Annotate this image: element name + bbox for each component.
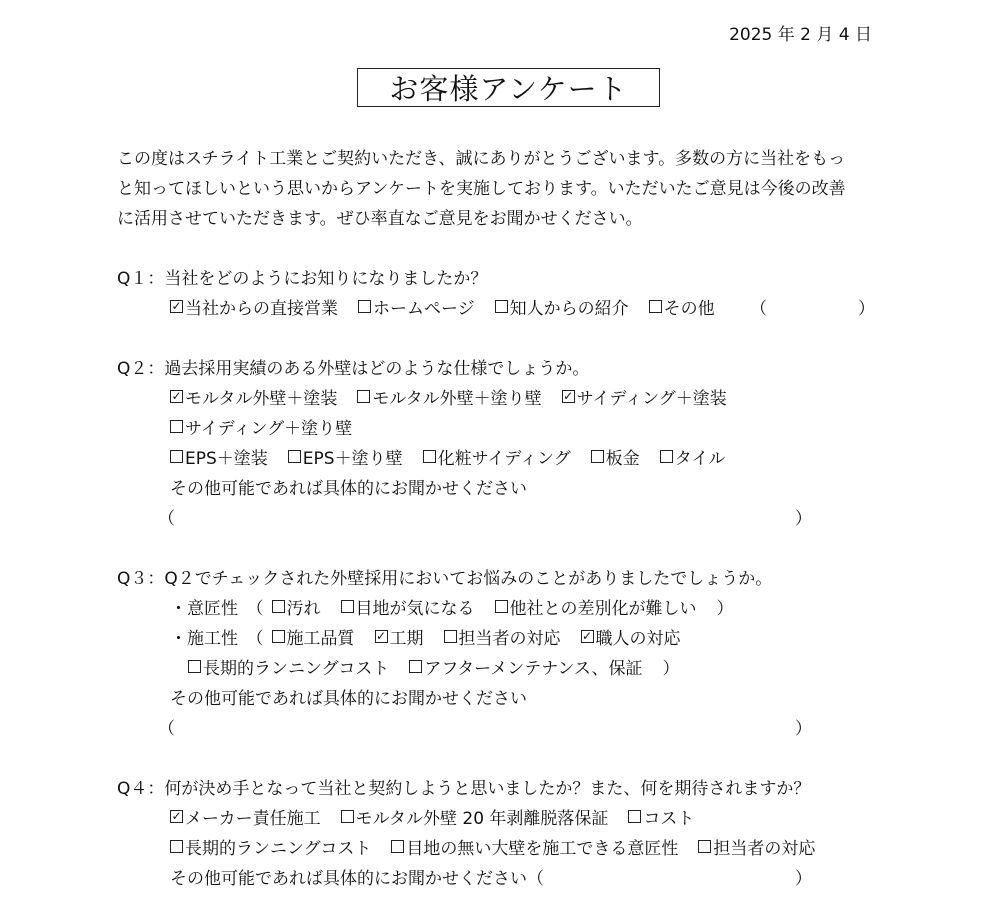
checkbox-icon[interactable] xyxy=(391,840,404,853)
q3-design-option[interactable]: 目地が気になる xyxy=(341,594,475,619)
q2-option[interactable]: ✓ サイディング＋塗装 xyxy=(562,384,727,409)
checkbox-icon[interactable] xyxy=(170,450,183,463)
q3-design-option[interactable]: 他社との差別化が難しい xyxy=(495,594,697,619)
q2-option[interactable]: 化粧サイディング xyxy=(423,444,571,469)
q1-option[interactable]: 知人からの紹介 xyxy=(495,294,629,319)
q2-option[interactable]: 板金 xyxy=(591,444,640,469)
survey-title-text: お客様アンケート xyxy=(389,72,628,106)
q2-options-row1 xyxy=(170,384,747,409)
checkbox-icon[interactable] xyxy=(357,390,370,403)
checkbox-checked-icon[interactable] xyxy=(581,630,594,643)
q3-construction-option[interactable]: 長期的ランニングコスト xyxy=(188,654,389,679)
checkbox-icon[interactable] xyxy=(272,630,285,643)
checkbox-checked-icon[interactable] xyxy=(562,390,575,403)
checkbox-icon[interactable] xyxy=(341,600,354,613)
checkbox-icon[interactable] xyxy=(495,300,508,313)
q3-construction-close-paren: ） xyxy=(662,659,680,679)
q1-option[interactable]: ✓ 当社からの直接営業 xyxy=(170,294,338,319)
q3-other-open-paren[interactable]: （ xyxy=(158,719,175,739)
q1-other-open-paren[interactable]: （ xyxy=(750,299,767,319)
checkbox-icon[interactable] xyxy=(409,660,422,673)
q4-options-row1 xyxy=(170,804,714,829)
q3-construction-option[interactable]: 施工品質 xyxy=(272,624,355,649)
intro-line-3: に活用させていただきます。ぜひ率直なご意見をお聞かせください。 xyxy=(117,209,643,229)
q2-option[interactable]: ✓ モルタル外壁＋塗装 xyxy=(170,384,337,409)
q4-option[interactable]: ✓ メーカー責任施工 xyxy=(170,804,321,829)
q4-other-label[interactable]: その他可能であれば具体的にお聞かせください（ xyxy=(170,869,544,889)
q1-option[interactable]: その他 xyxy=(649,294,715,319)
checkbox-icon[interactable] xyxy=(272,600,285,613)
q3-construction-label: ・施工性 （ xyxy=(170,629,264,649)
q2-option[interactable]: サイディング＋塗り壁 xyxy=(170,414,352,439)
q4-option[interactable]: 目地の無い大壁を施工できる意匠性 xyxy=(391,834,678,859)
checkbox-icon[interactable] xyxy=(698,840,711,853)
intro-line-1: この度はスチライト工業とご契約いただき、誠にありがとうございます。多数の方に当社をもっ xyxy=(117,149,846,169)
checkbox-icon[interactable] xyxy=(628,810,641,823)
checkbox-icon[interactable] xyxy=(288,450,301,463)
checkbox-icon[interactable] xyxy=(660,450,673,463)
checkbox-icon[interactable] xyxy=(358,300,371,313)
checkbox-checked-icon[interactable] xyxy=(170,390,183,403)
q4-options-row2 xyxy=(170,834,835,859)
checkbox-checked-icon[interactable] xyxy=(170,810,183,823)
q1-options xyxy=(170,294,735,319)
q4-question: Q４：何が決め手となって当社と契約しようと思いましたか？また、何を期待されますか？ xyxy=(117,779,811,799)
q3-construction-option[interactable]: アフターメンテナンス、保証 xyxy=(409,654,642,679)
checkbox-icon[interactable] xyxy=(170,420,183,433)
q3-design-option[interactable]: 汚れ xyxy=(272,594,321,619)
q4-option[interactable]: コスト xyxy=(628,804,694,829)
q4-option[interactable]: 担当者の対応 xyxy=(698,834,815,859)
q1-other-close-paren: ） xyxy=(858,299,875,319)
q4-other-close-paren: ） xyxy=(795,869,812,889)
q2-question: Q２：過去採用実績のある外壁はどのような仕様でしょうか。 xyxy=(117,359,590,379)
q2-option[interactable]: モルタル外壁＋塗り壁 xyxy=(357,384,541,409)
survey-title xyxy=(357,68,660,107)
q4-option[interactable]: 長期的ランニングコスト xyxy=(170,834,371,859)
q3-construction-option[interactable]: ✓ 職人の対応 xyxy=(581,624,681,649)
q2-other-label: その他可能であれば具体的にお聞かせください xyxy=(170,479,527,499)
checkbox-checked-icon[interactable] xyxy=(170,300,183,313)
q3-construction-row xyxy=(170,624,701,649)
q3-construction-option[interactable]: ✓ 工期 xyxy=(375,624,424,649)
checkbox-icon[interactable] xyxy=(423,450,436,463)
q3-design-label: ・意匠性 （ xyxy=(170,599,264,619)
q1-question: Q１：当社をどのようにお知りになりましたか？ xyxy=(117,269,488,289)
survey-date: 2025 年 2 月 4 日 xyxy=(729,25,872,45)
q3-other-label: その他可能であれば具体的にお聞かせください xyxy=(170,689,527,709)
checkbox-icon[interactable] xyxy=(591,450,604,463)
q3-construction-row2 xyxy=(188,654,679,679)
q2-option[interactable]: EPS＋塗装 xyxy=(170,444,268,469)
q2-other-close-paren: ） xyxy=(795,509,812,529)
q3-construction-option[interactable]: 担当者の対応 xyxy=(444,624,561,649)
q2-option[interactable]: EPS＋塗り壁 xyxy=(288,444,403,469)
q3-other-close-paren: ） xyxy=(795,719,812,739)
q2-options-row2 xyxy=(170,414,372,439)
q4-option[interactable]: モルタル外壁 20 年剥離脱落保証 xyxy=(341,804,609,829)
q2-option[interactable]: タイル xyxy=(660,444,726,469)
q3-question: Q３：Q２でチェックされた外壁採用においてお悩みのことがありましたでしょうか。 xyxy=(117,569,773,589)
intro-line-2: と知ってほしいという思いからアンケートを実施しております。いただいたご意見は今後の改善 xyxy=(117,179,846,199)
checkbox-checked-icon[interactable] xyxy=(375,630,388,643)
checkbox-icon[interactable] xyxy=(444,630,457,643)
q1-option[interactable]: ホームページ xyxy=(358,294,475,319)
q3-design-row xyxy=(170,594,734,619)
q2-other-open-paren[interactable]: （ xyxy=(158,509,175,529)
q3-design-close-paren: ） xyxy=(716,599,734,619)
q2-options-row3 xyxy=(170,444,745,469)
checkbox-icon[interactable] xyxy=(341,810,354,823)
checkbox-icon[interactable] xyxy=(495,600,508,613)
checkbox-icon[interactable] xyxy=(188,660,201,673)
checkbox-icon[interactable] xyxy=(649,300,662,313)
checkbox-icon[interactable] xyxy=(170,840,183,853)
